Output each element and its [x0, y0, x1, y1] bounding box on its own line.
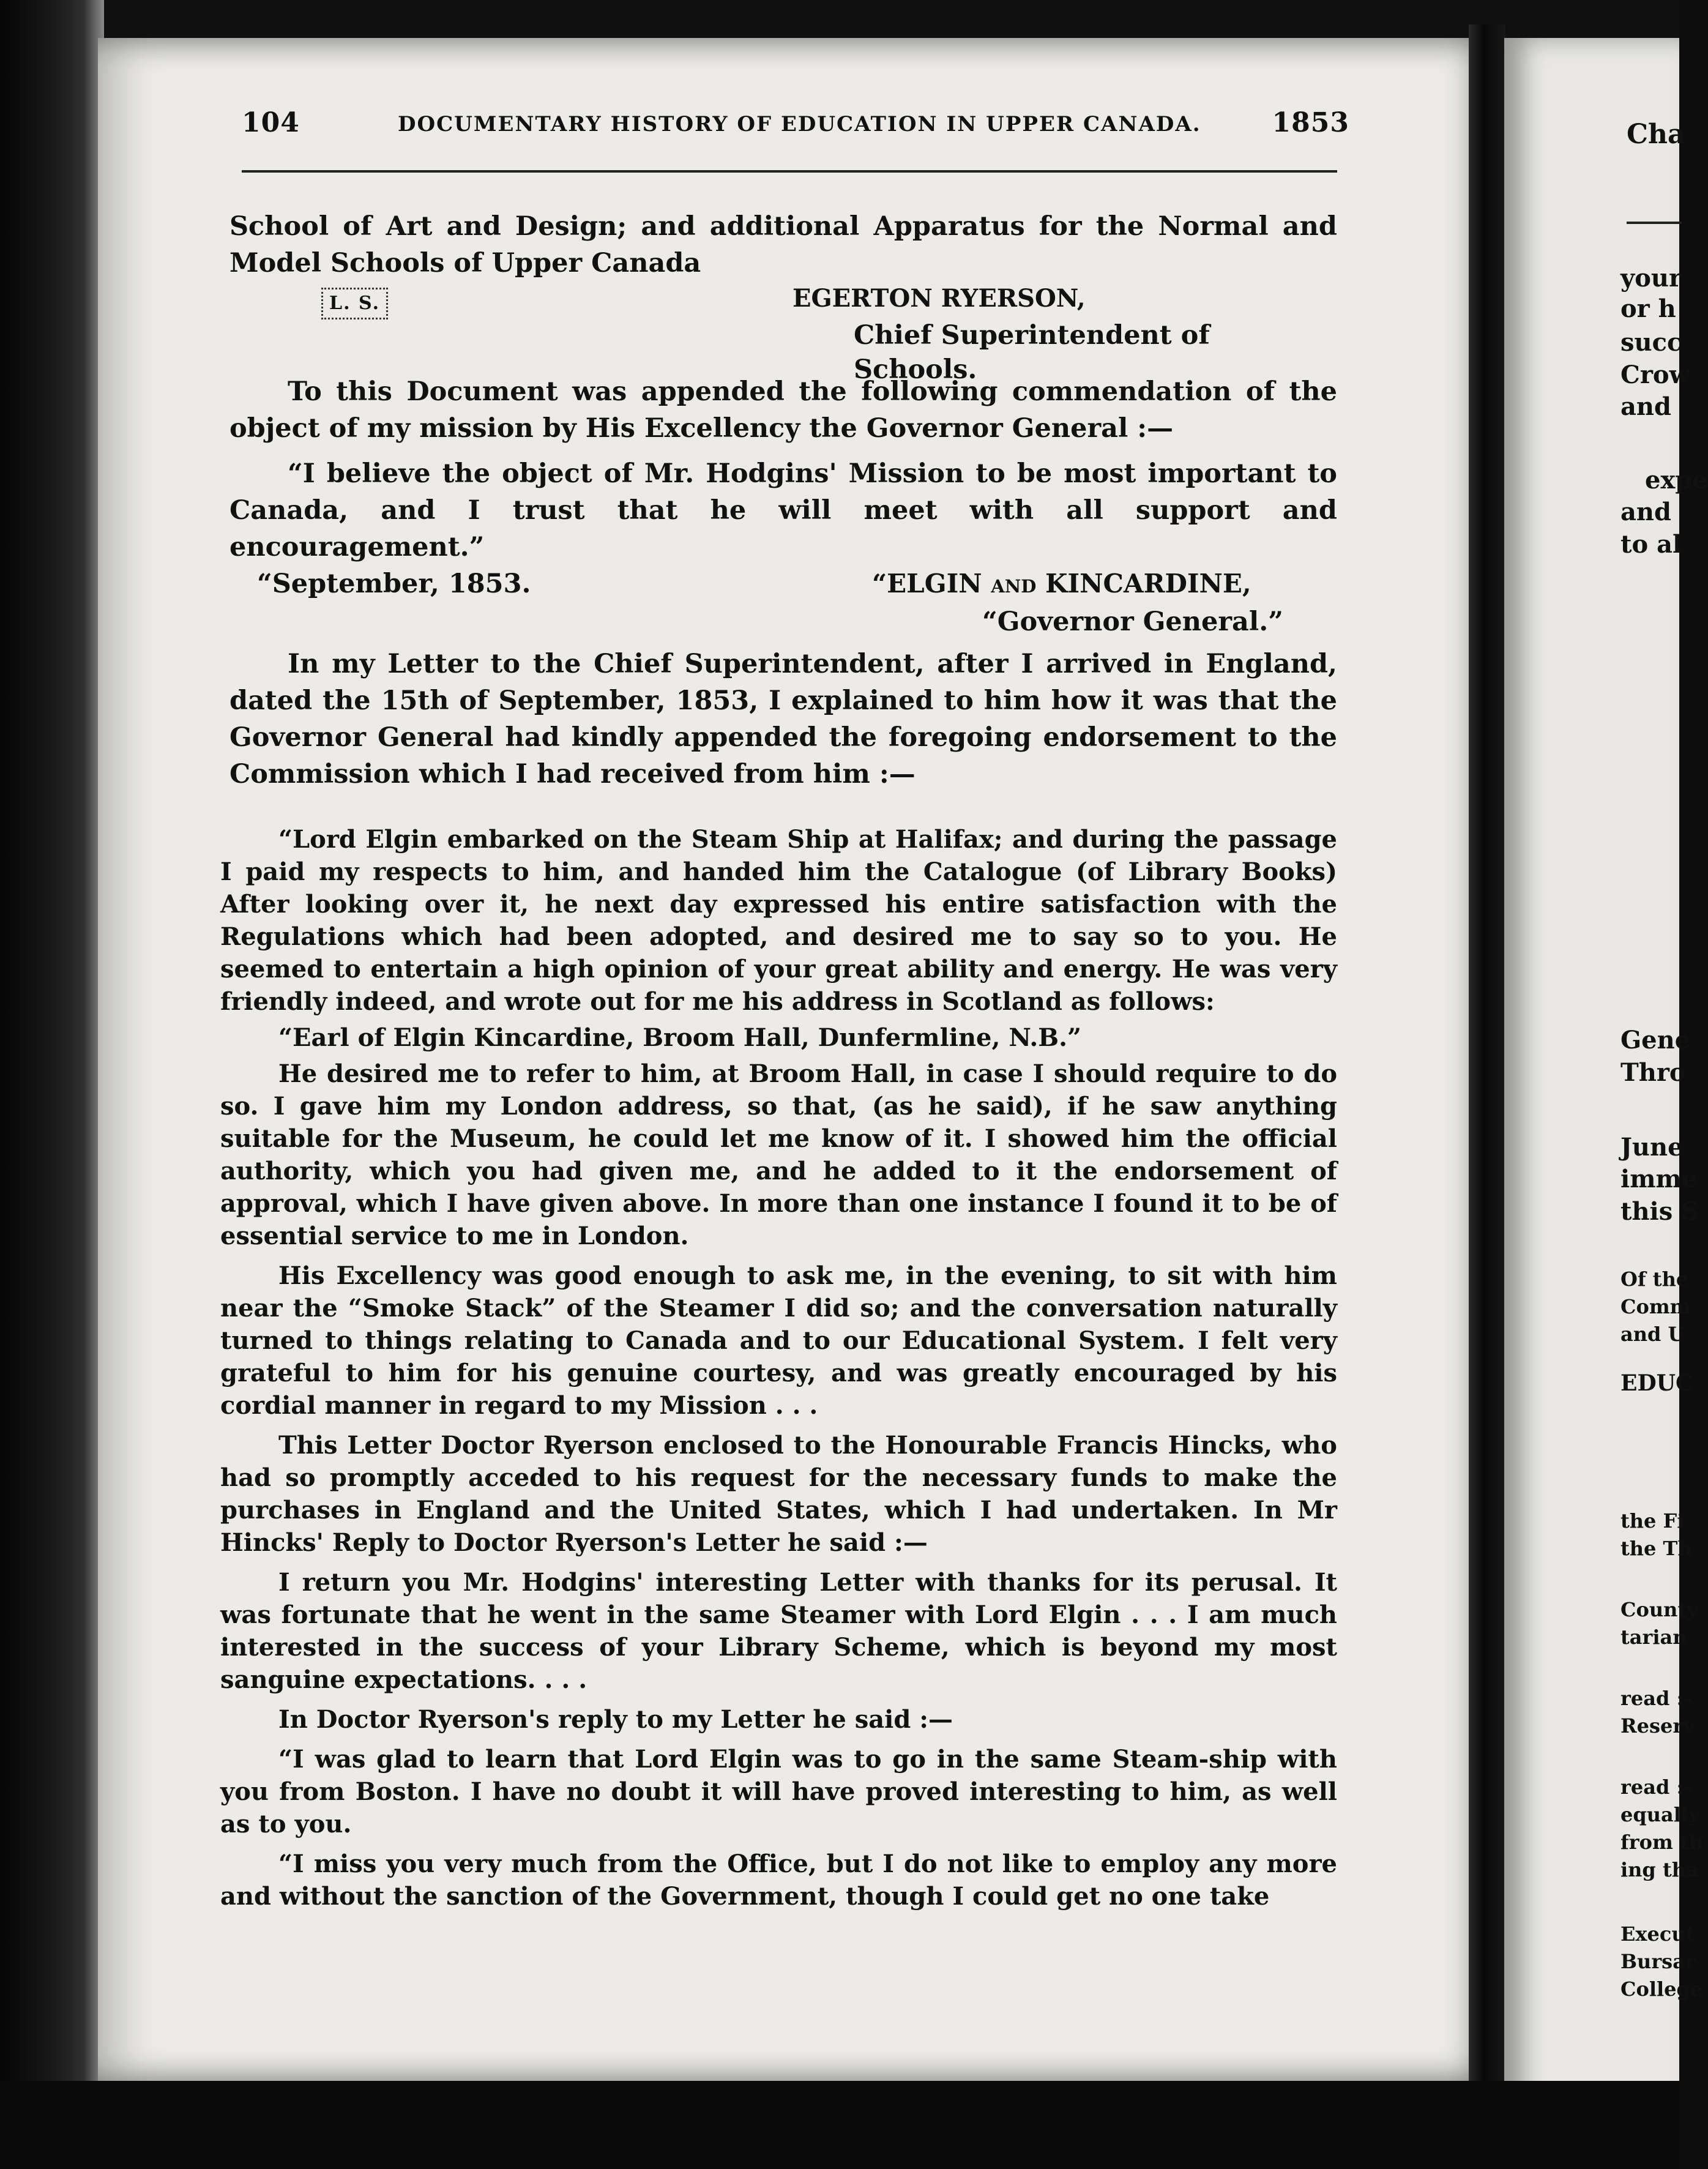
signature-title: Chief Superintendent of Schools.: [854, 320, 1210, 385]
letter-paragraph-6: In Doctor Ryerson's reply to my Letter he said :—: [278, 1705, 953, 1734]
right-line: EDUC: [1620, 1370, 1693, 1396]
right-line: Comm: [1620, 1295, 1691, 1318]
quote-governor: “I believe the object of Mr. Hodgins' Mission to be most important to Canada, and I trust that he will meet with all support and encouragement.”: [229, 458, 1337, 562]
running-year: 1853: [1272, 107, 1349, 138]
right-line: from th: [1620, 1831, 1704, 1854]
right-line: or h: [1620, 294, 1676, 323]
page-number: 104: [242, 107, 300, 138]
right-line: County: [1620, 1598, 1698, 1621]
right-line: read :-: [1620, 1687, 1692, 1710]
quote-signer-title: “Governor General.”: [982, 607, 1283, 637]
letter-paragraph-4: This Letter Doctor Ryerson enclosed to the Honourable Francis Hincks, who had so promptly acceded to his request for the necessary funds to make the purchases in England and the United States, which I had undertaken. In Mr Hincks' Reply to Doctor Ryerson's Letter he said :—: [220, 1431, 1337, 1557]
right-header-fragment: Cha: [1627, 119, 1685, 150]
right-line: imme: [1620, 1165, 1698, 1193]
letter-paragraph-2: He desired me to refer to him, at Broom Hall, in case I should require to do so. I gave him my London address, so that, (as he said), if he saw anything suitable for the Museum, he could let me know of it. I showed him the official authority, which you had given me, and he added to it the endorsement of approval, which I have given above. In more than one instance I found it to be of essential service to me in London.: [220, 1059, 1337, 1250]
right-line: June: [1620, 1133, 1684, 1162]
bottom-book-edge: [0, 2081, 1679, 2169]
right-line: this S: [1620, 1197, 1699, 1226]
right-line: Reserv: [1620, 1714, 1695, 1738]
header-rule: [242, 170, 1337, 173]
right-header-rule: [1627, 222, 1682, 224]
right-line: your: [1620, 264, 1682, 293]
right-line: College: [1620, 1977, 1703, 2001]
right-line: and: [1620, 392, 1671, 421]
paragraph-opening: School of Art and Design; and additional Apparatus for the Normal and Model Schools of Upper Canada: [229, 211, 1337, 278]
paragraph-explanation: In my Letter to the Chief Superintendent, after I arrived in England, dated the 15th of September, 1853, I explained to him how it was that the Governor General had kindly appended the foregoing endorsement to the Commission which I had received from him :—: [229, 649, 1337, 790]
commendation-block: [229, 373, 1337, 645]
letter-address: “Earl of Elgin Kincardine, Broom Hall, Dunfermline, N.B.”: [278, 1023, 1082, 1052]
right-line: read :-: [1620, 1775, 1692, 1799]
signature-name: EGERTON RYERSON,: [792, 284, 1086, 313]
explanation-block: [229, 646, 1337, 793]
right-line: Bursar: [1620, 1950, 1696, 1973]
right-line: Gene: [1620, 1026, 1691, 1055]
right-line: tarian: [1620, 1626, 1687, 1649]
right-line: succ: [1620, 328, 1682, 357]
paragraph-commendation: To this Document was appended the following commendation of the object of my mission by His Excellency the Governor General :—: [229, 376, 1337, 444]
right-line: and: [1620, 498, 1671, 526]
letter-paragraph-7: “I was glad to learn that Lord Elgin was to go in the same Steam-ship with you from Boston. I have no doubt it will have proved interesting to him, as well as to you.: [220, 1745, 1337, 1839]
quote-date: “September, 1853.: [257, 569, 531, 599]
letter-paragraph-5: I return you Mr. Hodgins' interesting Letter with thanks for its perusal. It was fortunate that he went in the same Steamer with Lord Elgin . . . I am much interested in the success of your Library Scheme, which is beyond my most sanguine expectations. . . .: [220, 1568, 1337, 1694]
quote-signature: [229, 566, 1337, 645]
letter-block: [220, 823, 1337, 1913]
letter-paragraph-1: “Lord Elgin embarked on the Steam Ship at Halifax; and during the passage I paid my respects to him, and handed him the Catalogue (of Library Books) After looking over it, he next day expressed his entire satisfaction with the Regulations which had been adopted, and desired me to say so to you. He seemed to entertain a high opinion of your great ability and energy. He was very friendly indeed, and wrote out for me his address in Scotland as follows:: [220, 825, 1337, 1016]
letter-paragraph-3: His Excellency was good enough to ask me, in the evening, to sit with him near the “Smoke Stack” of the Steamer I did so; and the conversation naturally turned to things relating to Canada and to our Educational System. I felt very grateful to him for his genuine courtesy, and was greatly encouraged by his cordial manner in regard to my Mission . . .: [220, 1261, 1337, 1420]
right-line: the Fi: [1620, 1509, 1685, 1532]
opening-block: [229, 208, 1337, 385]
running-title: DOCUMENTARY HISTORY OF EDUCATION IN UPPER CANADA.: [398, 112, 1201, 136]
quote-signer-name: “ELGIN and KINCARDINE,: [872, 569, 1251, 599]
left-book-edge: [0, 0, 104, 2169]
right-line: ing tha: [1620, 1858, 1699, 1881]
right-line: Of the: [1620, 1267, 1689, 1291]
right-line: expe: [1645, 466, 1708, 495]
right-page-fragment: [1504, 38, 1708, 2119]
seal-mark: L. S.: [321, 288, 388, 319]
right-line: equally: [1620, 1803, 1700, 1826]
letter-paragraph-8: “I miss you very much from the Office, but I do not like to employ any more and without the sanction of the Government, though I could get no one take: [220, 1850, 1337, 1911]
right-line: and U: [1620, 1323, 1685, 1346]
right-line: Thro: [1620, 1058, 1686, 1087]
book-gutter: [1469, 24, 1505, 2118]
right-line: Execut: [1620, 1922, 1695, 1946]
signature-block: [229, 282, 1337, 385]
right-line: Crow: [1620, 360, 1691, 389]
right-line: to al: [1620, 530, 1682, 559]
running-header: [242, 107, 1349, 144]
right-line: the Th: [1620, 1537, 1692, 1560]
